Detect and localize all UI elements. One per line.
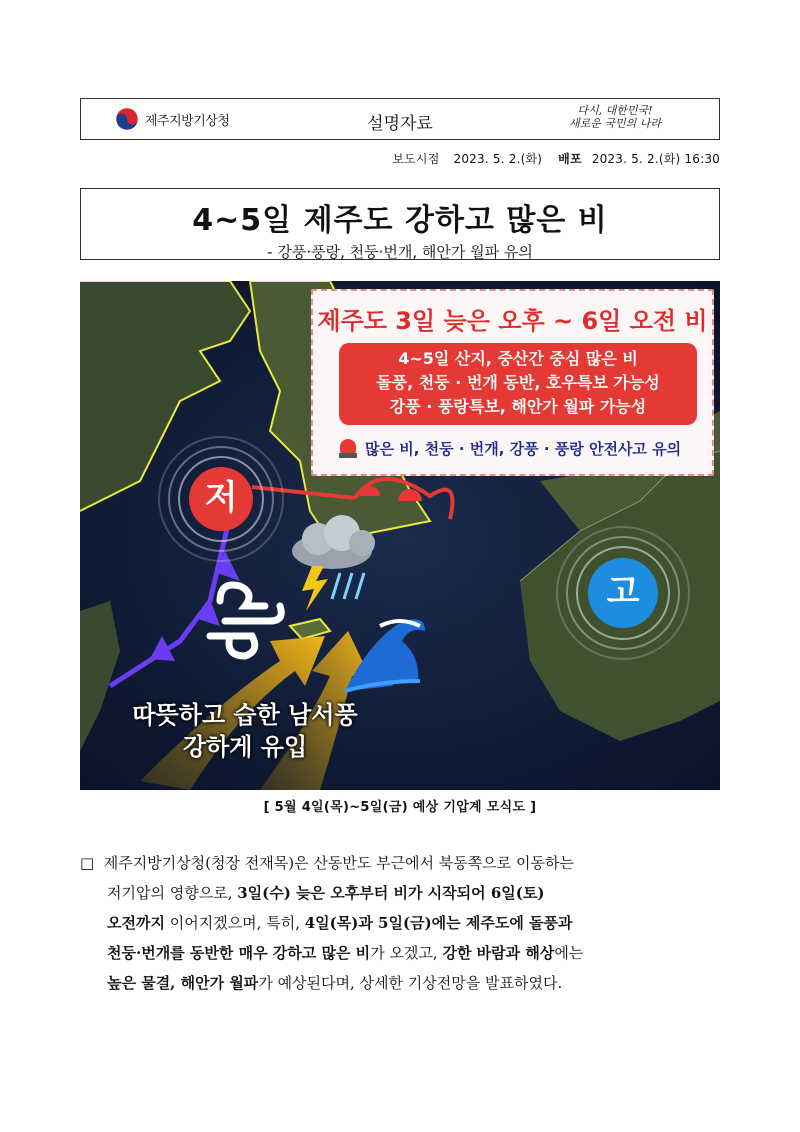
alert-line-2: 돌풍, 천둥 · 번개 동반, 호우특보 가능성 bbox=[376, 373, 660, 392]
title-box bbox=[80, 188, 720, 260]
wind-line-1: 따뜻하고 습한 남서풍 bbox=[132, 701, 358, 729]
para-text-4d: 에는 bbox=[554, 944, 584, 962]
high-pressure-marker: 고 bbox=[588, 558, 658, 628]
para-text-2b: 3일(수) 늦은 오후부터 비가 시작되어 6일(토) bbox=[237, 884, 545, 902]
alert-note-text: 많은 비, 천둥 · 번개, 강풍 · 풍랑 안전사고 유의 bbox=[365, 439, 682, 458]
para-line-2 bbox=[80, 878, 722, 908]
para-line-1 bbox=[80, 848, 722, 878]
dist-value: 2023. 5. 2.(화) 16:30 bbox=[591, 152, 720, 166]
report-label: 보도시점 bbox=[392, 152, 440, 166]
para-text-5b: 가 예상된다며, 상세한 기상전망을 발표하였다. bbox=[258, 974, 563, 992]
para-text-1: 제주지방기상청(청장 전재목)은 산동반도 부근에서 북동쪽으로 이동하는 bbox=[103, 854, 574, 872]
pressure-map bbox=[80, 281, 720, 790]
para-line-3 bbox=[80, 908, 722, 938]
body-paragraph bbox=[80, 848, 722, 998]
para-text-4c: 강한 바람과 해상 bbox=[442, 944, 555, 962]
slogan-line-1: 다시, 대한민국! bbox=[577, 104, 653, 117]
para-text-5a: 높은 물결, 해안가 월파 bbox=[107, 974, 259, 992]
siren-icon bbox=[339, 437, 357, 459]
doc-type: 설명자료 bbox=[367, 114, 433, 134]
bullet-marker: □ bbox=[80, 854, 95, 872]
dist-label: 배포 bbox=[558, 152, 582, 166]
wind-line-2: 강하게 유입 bbox=[182, 733, 308, 761]
figure-caption: [ 5월 4일(목)~5일(금) 예상 기압계 모식도 ] bbox=[263, 800, 537, 815]
slogan-line-2: 새로운 국민의 나라 bbox=[568, 117, 661, 130]
page-title: 4~5일 제주도 강하고 많은 비 bbox=[192, 203, 608, 238]
para-line-4 bbox=[80, 938, 722, 968]
alert-title: 제주도 3일 늦은 오후 ~ 6일 오전 비 bbox=[317, 307, 708, 335]
para-line-5 bbox=[80, 968, 722, 998]
para-text-3b: 이어지겠으며, 특히, bbox=[164, 914, 305, 932]
low-pressure-marker: 저 bbox=[189, 467, 253, 531]
alert-note bbox=[339, 437, 681, 459]
para-text-3c: 4일(목)과 5일(금)에는 제주도에 돌풍과 bbox=[304, 914, 573, 932]
alert-details bbox=[339, 343, 697, 425]
alert-line-3: 강풍 · 풍랑특보, 해안가 월파 가능성 bbox=[389, 397, 647, 416]
para-text-3a: 오전까지 bbox=[107, 914, 165, 932]
para-text-4b: 가 오겠고, bbox=[370, 944, 443, 962]
para-text-4a: 천둥·번개를 동반한 매우 강하고 많은 비 bbox=[107, 944, 371, 962]
header-box bbox=[80, 98, 720, 140]
report-value: 2023. 5. 2.(화) bbox=[453, 152, 543, 166]
release-info bbox=[392, 150, 720, 167]
para-text-2a: 저기압의 영향으로, bbox=[107, 884, 238, 902]
alert-line-1: 4~5일 산지, 중산간 중심 많은 비 bbox=[398, 349, 638, 368]
slogan bbox=[569, 104, 661, 130]
alert-box bbox=[311, 289, 714, 476]
agency-name: 제주지방기상청 bbox=[145, 113, 230, 129]
page-subtitle: - 강풍·풍랑, 천둥·번개, 해안가 월파 유의 bbox=[267, 243, 533, 261]
wind-description bbox=[80, 699, 410, 763]
